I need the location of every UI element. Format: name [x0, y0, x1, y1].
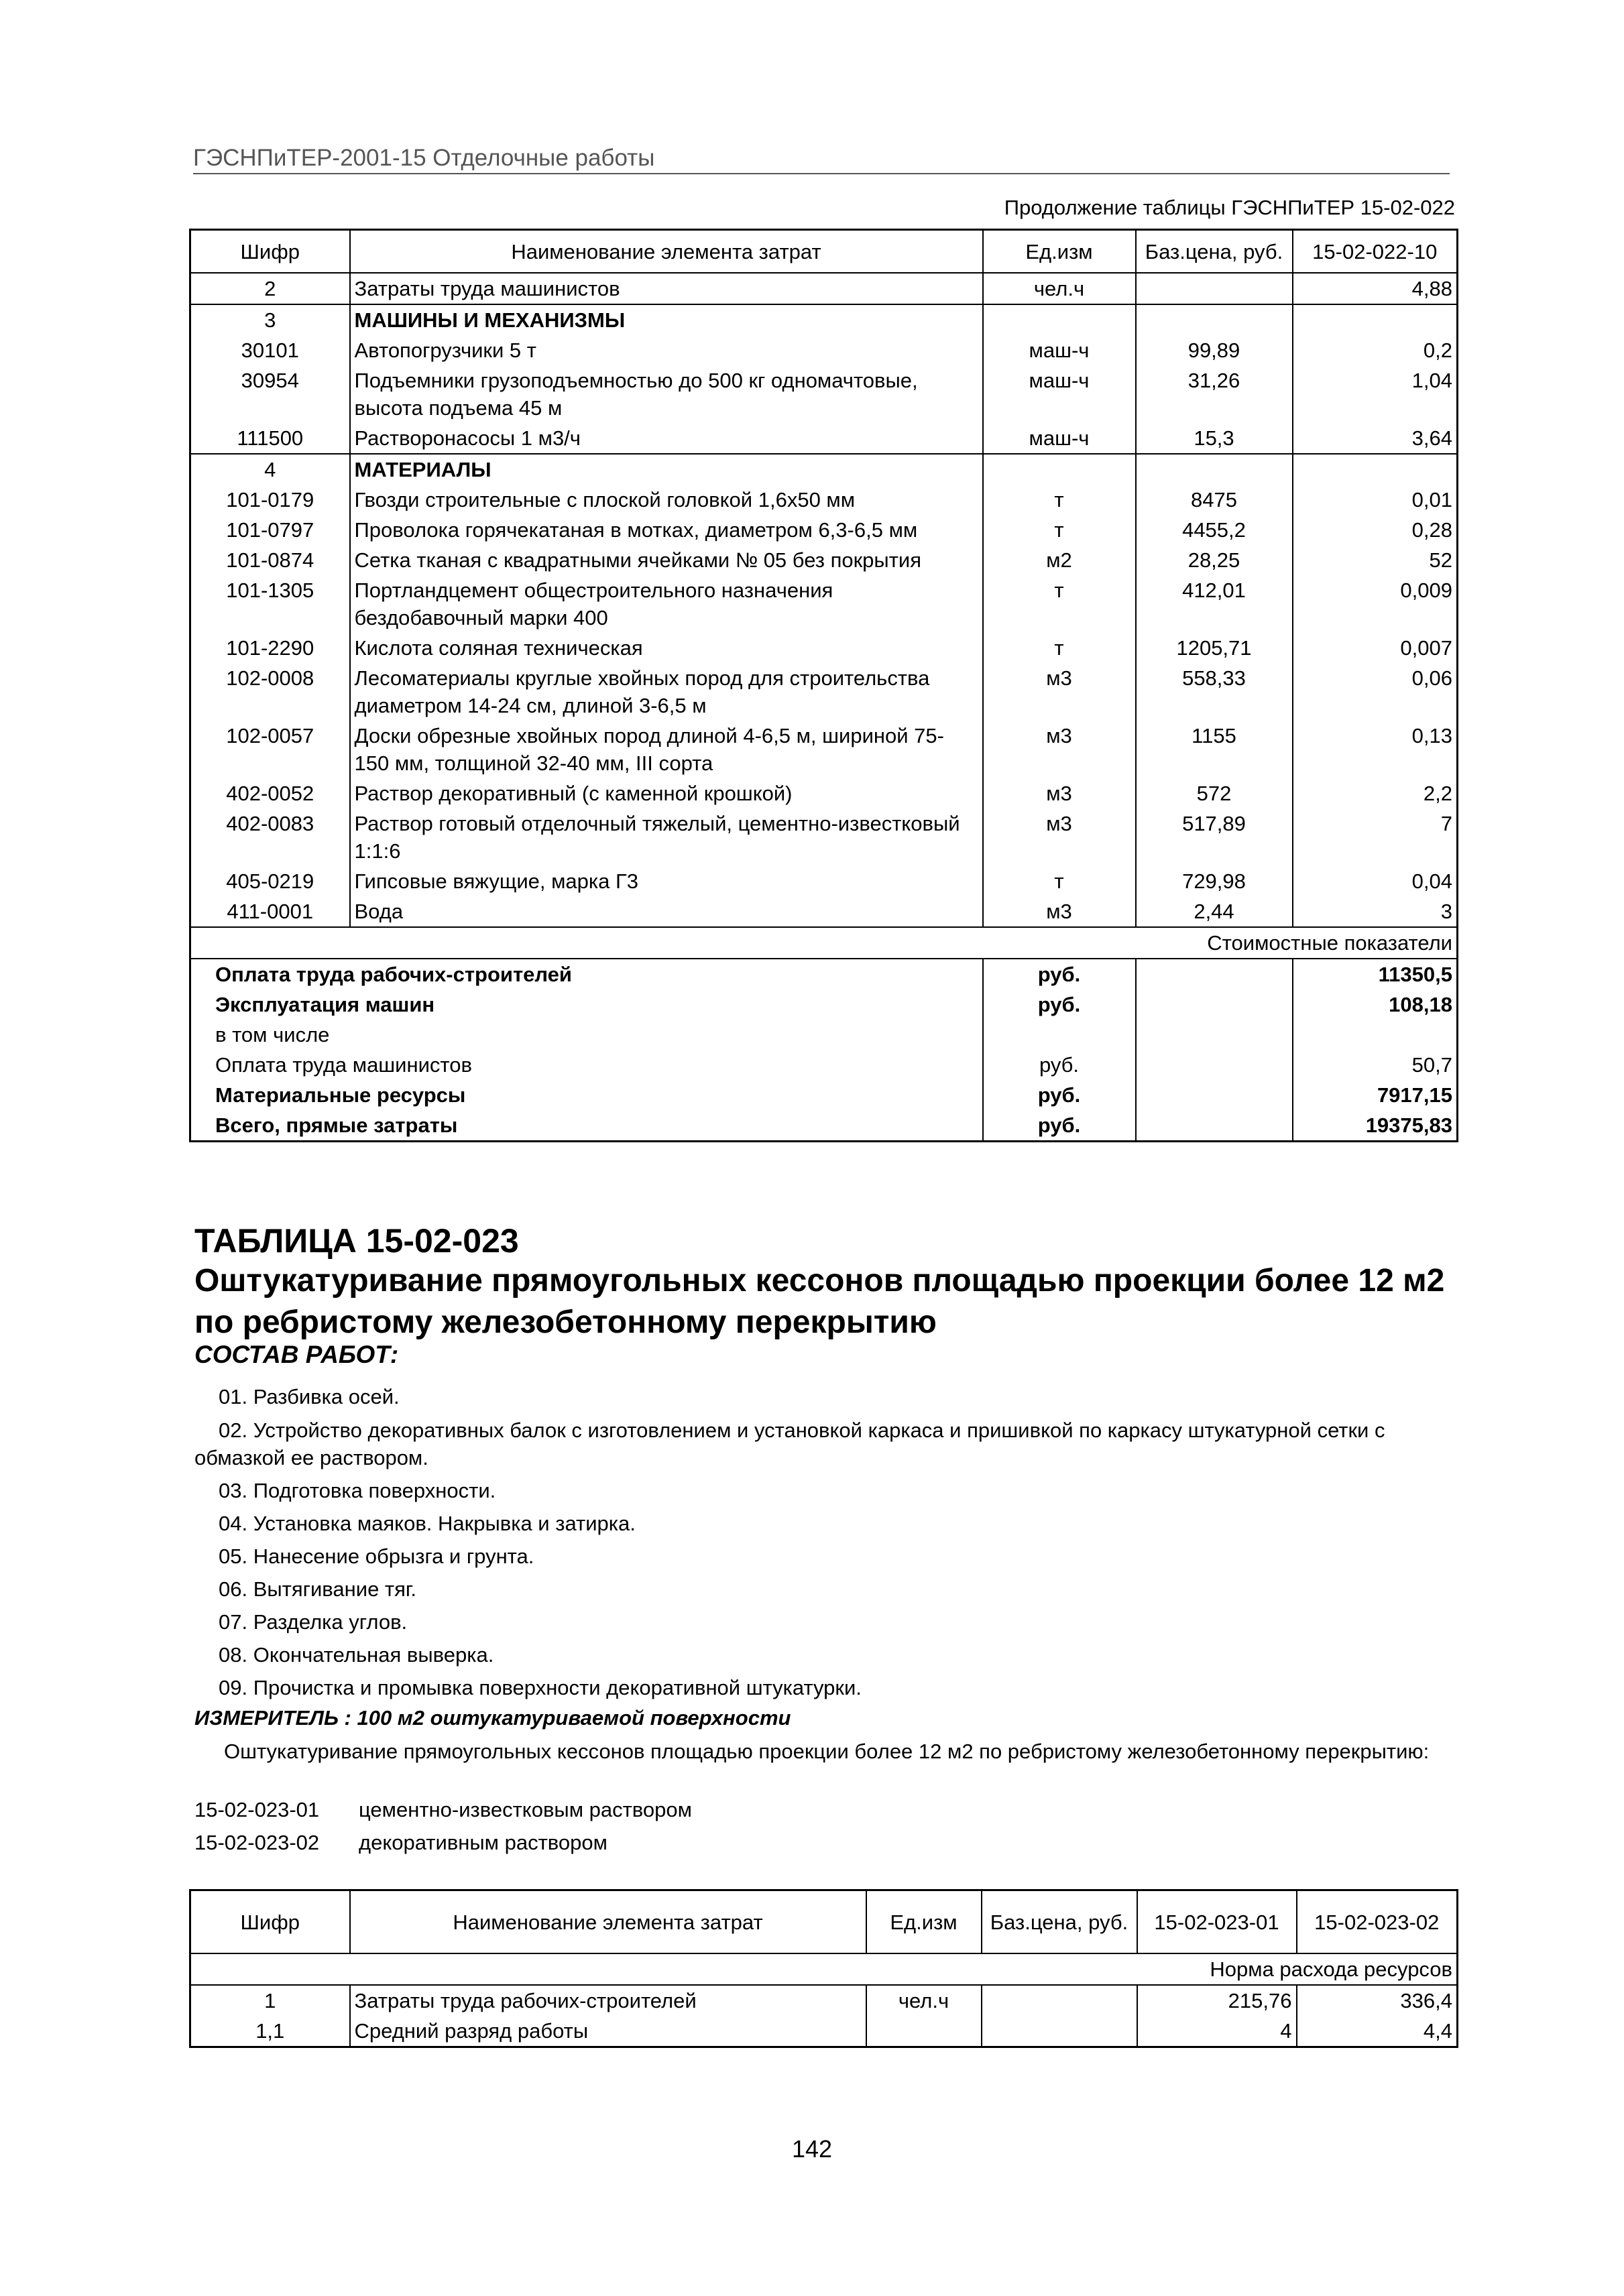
row-code: 4	[190, 454, 350, 485]
variant-row	[194, 1829, 1455, 1856]
summary-row	[190, 1110, 1458, 1142]
summary-value: 19375,83	[1293, 1110, 1458, 1142]
row-code: 30101	[190, 335, 350, 365]
variant-text: цементно-известковым раствором	[359, 1798, 692, 1821]
row-name: Раствор готовый отделочный тяжелый, цементно-известковый 1:1:6	[350, 808, 983, 866]
row-unit	[866, 2016, 982, 2047]
table-row	[190, 866, 1458, 896]
row-code: 402-0083	[190, 808, 350, 866]
variant-row	[194, 1796, 1455, 1823]
summary-row	[190, 959, 1458, 989]
row-unit: маш-ч	[983, 335, 1136, 365]
row-unit: т	[983, 633, 1136, 663]
summary-name: Всего, прямые затраты	[190, 1110, 983, 1142]
table-row	[190, 485, 1458, 515]
summary-row	[190, 989, 1458, 1020]
summary-name: Эксплуатация машин	[190, 989, 983, 1020]
row-price: 28,25	[1136, 545, 1293, 575]
row-code: 405-0219	[190, 866, 350, 896]
row-name: Автопогрузчики 5 т	[350, 335, 983, 365]
column-header-unit: Ед.изм	[866, 1890, 982, 1954]
summary-row	[190, 1080, 1458, 1110]
row-unit: м3	[983, 778, 1136, 808]
row-value-02: 336,4	[1297, 1985, 1458, 2016]
table-row	[190, 454, 1458, 485]
row-price: 729,98	[1136, 866, 1293, 896]
row-name: Вода	[350, 896, 983, 927]
row-unit: маш-ч	[983, 365, 1136, 423]
row-value: 1,04	[1293, 365, 1458, 423]
summary-value: 7917,15	[1293, 1080, 1458, 1110]
row-price: 4455,2	[1136, 515, 1293, 545]
summary-price	[1136, 1080, 1293, 1110]
summary-value: 50,7	[1293, 1050, 1458, 1080]
summary-price	[1136, 989, 1293, 1020]
row-unit: м2	[983, 545, 1136, 575]
column-header-code: Шифр	[190, 1890, 350, 1954]
row-price	[982, 1985, 1137, 2016]
row-price	[982, 2016, 1137, 2047]
resource-table-15-02-023	[189, 1889, 1458, 2048]
table-header-row	[190, 230, 1458, 274]
variant-text: декоративным раствором	[359, 1831, 607, 1854]
work-step: 01. Разбивка осей.	[219, 1385, 400, 1408]
table-row	[190, 515, 1458, 545]
row-name: МАТЕРИАЛЫ	[350, 454, 983, 485]
row-code: 30954	[190, 365, 350, 423]
row-unit: т	[983, 485, 1136, 515]
table-row	[190, 365, 1458, 423]
row-name: Проволока горячекатаная в мотках, диаметром 6,3-6,5 мм	[350, 515, 983, 545]
table-row	[190, 808, 1458, 866]
row-name: МАШИНЫ И МЕХАНИЗМЫ	[350, 304, 983, 335]
row-code: 1	[190, 1985, 350, 2016]
summary-unit: руб.	[983, 959, 1136, 989]
running-header: ГЭСНПиТЕР-2001-15 Отделочные работы	[193, 145, 1450, 174]
work-step: 04. Установка маяков. Накрывка и затирка.	[219, 1512, 636, 1535]
row-name: Портландцемент общестроительного назначения бездобавочный марки 400	[350, 575, 983, 633]
row-name: Лесоматериалы круглые хвойных пород для строительства диаметром 14-24 см, длиной 3-6,5 м	[350, 663, 983, 721]
row-name: Затраты труда машинистов	[350, 273, 983, 304]
row-value: 0,04	[1293, 866, 1458, 896]
row-price: 2,44	[1136, 896, 1293, 927]
summary-price	[1136, 959, 1293, 989]
row-value: 0,009	[1293, 575, 1458, 633]
table-row	[190, 1985, 1458, 2016]
row-value	[1293, 304, 1458, 335]
work-step: 05. Нанесение обрызга и грунта.	[219, 1545, 534, 1568]
row-value-01: 4	[1137, 2016, 1297, 2047]
summary-value	[1293, 1020, 1458, 1050]
summary-unit: руб.	[983, 1050, 1136, 1080]
row-unit: м3	[983, 896, 1136, 927]
measure-unit-note: ИЗМЕРИТЕЛЬ : 100 м2 оштукатуриваемой поверхности	[194, 1706, 791, 1730]
summary-name: Оплата труда рабочих-строителей	[190, 959, 983, 989]
row-code: 101-0874	[190, 545, 350, 575]
row-value-01: 215,76	[1137, 1985, 1297, 2016]
row-unit: чел.ч	[983, 273, 1136, 304]
row-code: 2	[190, 273, 350, 304]
summary-value: 11350,5	[1293, 959, 1458, 989]
table-row	[190, 896, 1458, 927]
row-code: 101-0797	[190, 515, 350, 545]
row-value: 52	[1293, 545, 1458, 575]
column-header-value-02: 15-02-023-02	[1297, 1890, 1458, 1954]
summary-value: 108,18	[1293, 989, 1458, 1020]
row-code: 102-0008	[190, 663, 350, 721]
row-value: 3	[1293, 896, 1458, 927]
work-composition-label: СОСТАВ РАБОТ:	[194, 1341, 399, 1368]
cost-indicators-row	[190, 927, 1458, 959]
section-title: ТАБЛИЦА 15-02-023	[194, 1222, 519, 1260]
summary-unit: руб.	[983, 1080, 1136, 1110]
row-unit: чел.ч	[866, 1985, 982, 2016]
column-header-price: Баз.цена, руб.	[1136, 230, 1293, 274]
row-price: 572	[1136, 778, 1293, 808]
variant-code: 15-02-023-02	[194, 1831, 320, 1854]
row-code: 102-0057	[190, 721, 350, 778]
table-row	[190, 721, 1458, 778]
summary-unit	[983, 1020, 1136, 1050]
row-value: 4,88	[1293, 273, 1458, 304]
row-name: Средний разряд работы	[350, 2016, 866, 2047]
row-price	[1136, 454, 1293, 485]
row-name: Затраты труда рабочих-строителей	[350, 1985, 866, 2016]
work-step: 02. Устройство декоративных балок с изготовлением и установкой каркаса и пришивкой по каркасу штукатурной сетки с обмазкой ее раствором.	[194, 1418, 1385, 1469]
table-row	[190, 304, 1458, 335]
column-header-price: Баз.цена, руб.	[982, 1890, 1137, 1954]
row-value: 0,01	[1293, 485, 1458, 515]
row-name: Сетка тканая с квадратными ячейками № 05 без покрытия	[350, 545, 983, 575]
row-value: 0,28	[1293, 515, 1458, 545]
summary-name: Оплата труда машинистов	[190, 1050, 983, 1080]
row-code: 3	[190, 304, 350, 335]
column-header-unit: Ед.изм	[983, 230, 1136, 274]
row-unit: т	[983, 515, 1136, 545]
section-description: Оштукатуривание прямоугольных кессонов площадью проекции более 12 м2 по ребристому железобетонному перекрытию:	[224, 1740, 1430, 1763]
column-header-value: 15-02-022-10	[1293, 230, 1458, 274]
resource-table-15-02-022	[189, 229, 1458, 1142]
row-value: 0,06	[1293, 663, 1458, 721]
variant-code: 15-02-023-01	[194, 1798, 320, 1821]
summary-row	[190, 1020, 1458, 1050]
row-value-02: 4,4	[1297, 2016, 1458, 2047]
row-value: 2,2	[1293, 778, 1458, 808]
summary-price	[1136, 1050, 1293, 1080]
summary-price	[1136, 1110, 1293, 1142]
row-name: Растворонасосы 1 м3/ч	[350, 423, 983, 454]
row-unit: т	[983, 575, 1136, 633]
summary-name: Материальные ресурсы	[190, 1080, 983, 1110]
row-unit: м3	[983, 808, 1136, 866]
row-code: 101-0179	[190, 485, 350, 515]
table-header-row	[190, 1890, 1458, 1954]
row-value: 7	[1293, 808, 1458, 866]
row-unit: м3	[983, 663, 1136, 721]
work-step: 09. Прочистка и промывка поверхности декоративной штукатурки.	[219, 1676, 862, 1699]
work-step: 08. Окончательная выверка.	[219, 1643, 494, 1667]
row-price: 558,33	[1136, 663, 1293, 721]
summary-price	[1136, 1020, 1293, 1050]
norm-label: Норма расхода ресурсов	[190, 1953, 1458, 1985]
row-name: Подъемники грузоподъемностью до 500 кг одномачтовые, высота подъема 45 м	[350, 365, 983, 423]
row-unit: маш-ч	[983, 423, 1136, 454]
work-step: 07. Разделка углов.	[219, 1610, 408, 1634]
row-code: 111500	[190, 423, 350, 454]
row-code: 411-0001	[190, 896, 350, 927]
column-header-name: Наименование элемента затрат	[350, 230, 983, 274]
row-name: Кислота соляная техническая	[350, 633, 983, 663]
table-row	[190, 335, 1458, 365]
row-price: 8475	[1136, 485, 1293, 515]
summary-row	[190, 1050, 1458, 1080]
row-value	[1293, 454, 1458, 485]
row-name: Гвозди строительные с плоской головкой 1,6х50 мм	[350, 485, 983, 515]
row-unit	[983, 304, 1136, 335]
norm-label-row	[190, 1953, 1458, 1985]
column-header-value-01: 15-02-023-01	[1137, 1890, 1297, 1954]
section-subtitle: Оштукатуривание прямоугольных кессонов площадью проекции более 12 м2 по ребристому железобетонному перекрытию	[194, 1263, 1445, 1340]
column-header-name: Наименование элемента затрат	[350, 1890, 866, 1954]
cost-indicators-label: Стоимостные показатели	[190, 927, 1458, 959]
table-row	[190, 423, 1458, 454]
table-continuation-caption: Продолжение таблицы ГЭСНПиТЕР 15-02-022	[1004, 196, 1455, 219]
row-price: 517,89	[1136, 808, 1293, 866]
row-code: 1,1	[190, 2016, 350, 2047]
table-row	[190, 2016, 1458, 2047]
row-price: 15,3	[1136, 423, 1293, 454]
row-value: 0,007	[1293, 633, 1458, 663]
page-number: 142	[791, 2135, 833, 2163]
row-code: 101-2290	[190, 633, 350, 663]
row-code: 402-0052	[190, 778, 350, 808]
row-price: 412,01	[1136, 575, 1293, 633]
row-price: 1205,71	[1136, 633, 1293, 663]
table-row	[190, 273, 1458, 304]
work-step: 06. Вытягивание тяг.	[219, 1577, 417, 1601]
row-price	[1136, 273, 1293, 304]
row-price: 31,26	[1136, 365, 1293, 423]
table-row	[190, 663, 1458, 721]
row-name: Гипсовые вяжущие, марка Г3	[350, 866, 983, 896]
row-unit: м3	[983, 721, 1136, 778]
row-code: 101-1305	[190, 575, 350, 633]
row-value: 3,64	[1293, 423, 1458, 454]
table-row	[190, 545, 1458, 575]
row-name: Раствор декоративный (с каменной крошкой)	[350, 778, 983, 808]
table-row	[190, 778, 1458, 808]
work-step: 03. Подготовка поверхности.	[219, 1479, 496, 1502]
row-unit: т	[983, 866, 1136, 896]
row-value: 0,2	[1293, 335, 1458, 365]
row-unit	[983, 454, 1136, 485]
row-name: Доски обрезные хвойных пород длиной 4-6,5 м, шириной 75-150 мм, толщиной 32-40 мм, III сорта	[350, 721, 983, 778]
row-value: 0,13	[1293, 721, 1458, 778]
row-price: 99,89	[1136, 335, 1293, 365]
column-header-code: Шифр	[190, 230, 350, 274]
row-price	[1136, 304, 1293, 335]
summary-unit: руб.	[983, 989, 1136, 1020]
table-row	[190, 633, 1458, 663]
table-row	[190, 575, 1458, 633]
summary-name: в том числе	[190, 1020, 983, 1050]
row-price: 1155	[1136, 721, 1293, 778]
summary-unit: руб.	[983, 1110, 1136, 1142]
